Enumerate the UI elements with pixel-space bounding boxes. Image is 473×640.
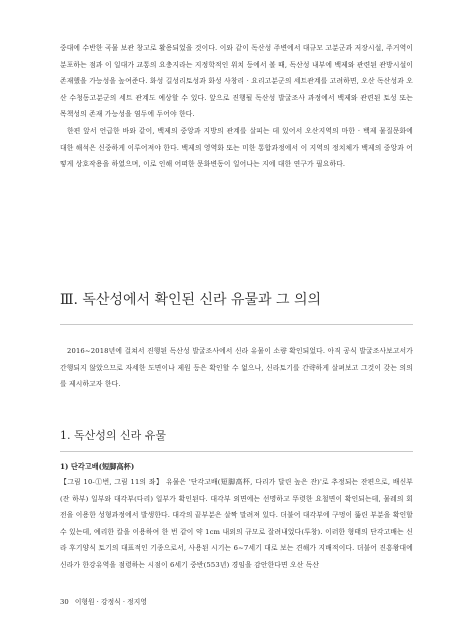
subsection-heading: 1. 독산성의 신라 유물 — [60, 429, 166, 442]
section-heading: Ⅲ. 독산성에서 확인된 신라 유물과 그 의의 — [60, 292, 322, 308]
item-body-paragraph: 【그림 10-①번, 그림 11의 좌】 유물은 '단각고배(短脚高杯, 다리가 달린 높은 잔)'로 추정되는 잔편으로, 배신부(잔 하부) 일부와 대각부(다리) 일부가 확인된다. 대각부 외면에는 선명하고 뚜렷한 요철면이 확인되는데, 물레의 회전을 이용한 성형과정에서 발생한다. 대각의 끝부분은 살짝 말려져 있다. 더불어 대각부에 구멍이 뚫린 부분을 확인할 수 있는데, 예리한 칼을 이용하여 한 번 같이 약 1cm 내외의 규모로 잘려내었다(투창). 이러한 형태의 단각고배는 신라 후기양식 토기의 대표적인 기종으로서, 사용된 시기는 6~7세기 대로 보는 견해가 지배적이다. 더불어 진흥왕대에 신라가 한강유역을 점령하는 시점이 6세기 중반(553년) 경임을 감안한다면 오산 독산 — [60, 478, 413, 569]
intro-block — [60, 40, 413, 173]
section-intro-block — [60, 343, 413, 393]
item-body-block — [60, 474, 413, 574]
section-divider — [60, 324, 413, 325]
section-intro-paragraph: 2016~2018년에 걸쳐서 진행된 독산성 발굴조사에서 신라 유물이 소량 확인되었다. 아직 공식 발굴조사보고서가 간행되지 않았으므로 자세한 도면이나 제원 등은 확인할 수 없으나, 신라토기를 간략하게 살펴보고 그것이 갖는 의의를 제시하고자 한다. — [60, 347, 413, 389]
footer-authors: 이형원 · 강정식 · 정지영 — [74, 598, 147, 606]
subsection-divider — [60, 451, 413, 452]
page-number: 30 — [60, 598, 69, 606]
page-footer — [60, 597, 413, 607]
intro-paragraph-continued: 중대에 수반한 곡물 보관 창고로 활용되었을 것이다. 이와 같이 독산성 주변에서 대규모 고분군과 저장시설, 주거역이 분포하는 점과 이 일대가 교통의 요충지라는 지정학적인 위치 등에서 볼 때, 독산성 내부에 백제와 관련된 관방시설이 존재했을 가능성을 높여준다. 화성 길성리토성과 화성 사창리 · 요리고분군의 세트관계를 고려하면, 오산 독산성과 오산 수청동고분군의 세트 관계도 예상할 수 있다. 앞으로 진행될 독산성 발굴조사 과정에서 백제와 관련된 토성 또는 목책성의 존재 가능성을 염두에 두어야 한다. — [60, 44, 413, 119]
item-heading: 1) 단각고배(短脚高杯) — [60, 462, 135, 471]
intro-paragraph-second: 한편 앞서 언급한 바와 같이, 백제의 중앙과 지방의 관계를 살피는 데 있어서 오산지역의 마한 · 백제 물질문화에 대한 해석은 신중하게 이루어져야 한다. 백제의 영역화 또는 미한 통합과정에서 이 지역의 정치체가 백제의 중앙과 어떻게 상호작용을 하였으며, 이로 인해 어떠한 문화변동이 일어나는 지에 대한 연구가 필요하다. — [60, 126, 413, 169]
